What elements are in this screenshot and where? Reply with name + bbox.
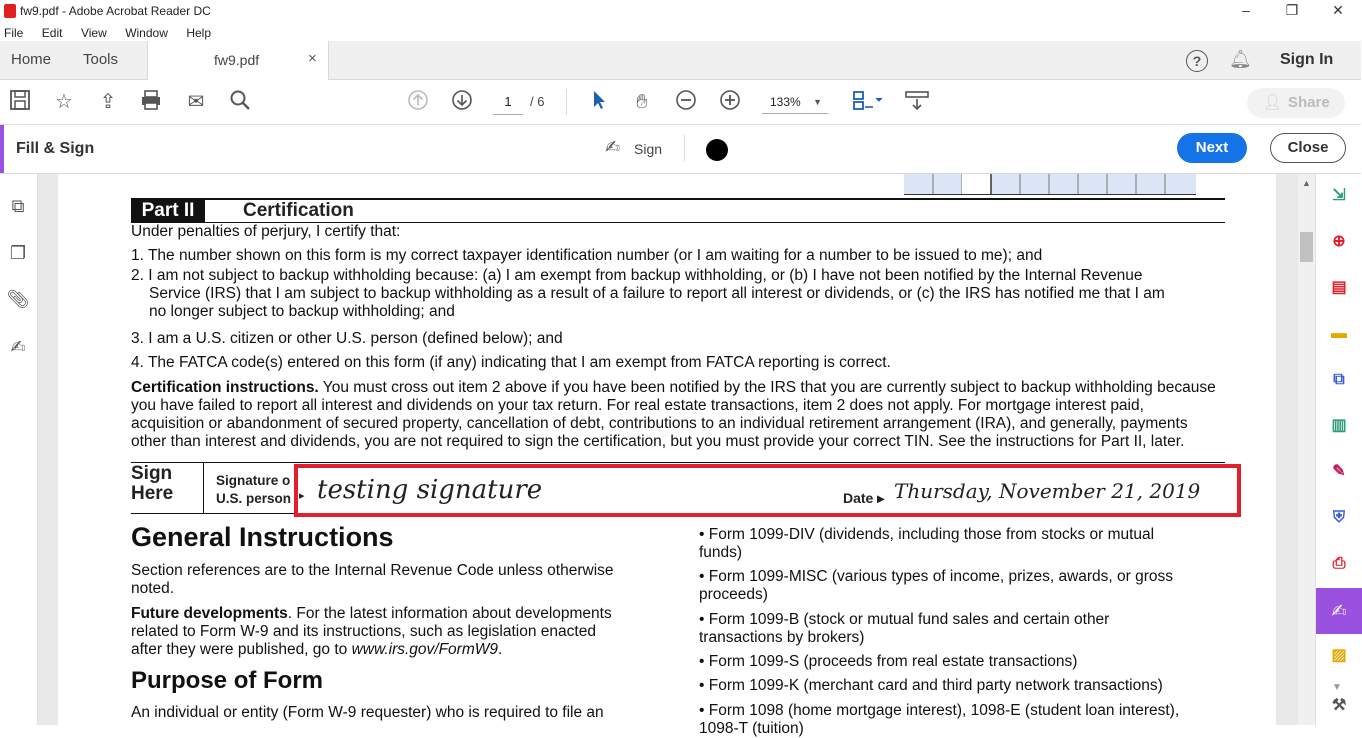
scroll-up-arrow-icon[interactable]: ▲ (1302, 178, 1311, 188)
future-dev-line3 (131, 641, 502, 659)
cert-instructions-text: You must cross out item 2 above if you have been notified by the IRS that you are currently subject to backup withholding because (322, 379, 1216, 396)
print-icon[interactable] (138, 89, 164, 115)
main-toolbar (0, 80, 1361, 125)
save-icon[interactable] (7, 89, 33, 115)
sign-divider (203, 463, 204, 513)
gi-para-line2: noted. (131, 580, 175, 597)
bell-icon[interactable]: 🔔︎ (1229, 49, 1252, 69)
comment-icon[interactable]: ▬ (1331, 325, 1347, 342)
minimize-button[interactable]: – (1242, 2, 1250, 18)
tab-tools[interactable]: Tools (83, 51, 119, 68)
help-icon[interactable]: ? (1186, 50, 1208, 72)
organize-pages-icon[interactable]: ▥ (1331, 417, 1347, 434)
cert-instructions-line4: other than interest and dividends, you are not required to sign the certification, but you must provide your correct TIN. See the instructions for Part II, later. (131, 433, 1185, 450)
combine-files-icon[interactable]: ⧉ (1333, 371, 1345, 388)
form-1099-b-line1: • Form 1099-B (stock or mutual fund sales and certain other (699, 611, 1110, 628)
purpose-of-form-title: Purpose of Form (131, 667, 324, 694)
title-bar (0, 0, 1361, 22)
window-title: fw9.pdf - Adobe Acrobat Reader DC (20, 4, 211, 18)
fill-sign-bar (0, 125, 1361, 174)
copy-pages-icon[interactable]: ❐ (9, 243, 27, 263)
fit-page-icon[interactable] (850, 89, 886, 115)
upload-cloud-icon[interactable]: ⇪ (99, 91, 117, 113)
mail-icon[interactable]: ✉ (187, 91, 205, 113)
cert-item-2-line3: no longer subject to backup withholding; and (149, 303, 455, 320)
page-thumbnails-icon[interactable]: ⧉ (11, 196, 25, 216)
purpose-para-line1: An individual or entity (Form W-9 requester) who is required to file an (131, 704, 604, 721)
future-dev-bold: Future developments (131, 605, 288, 622)
send-for-signature-icon[interactable]: ▨ (1331, 647, 1347, 664)
cert-instructions-line1 (131, 379, 1216, 397)
sign-label-line2: Here (131, 483, 174, 504)
highlight-box (294, 464, 1241, 517)
menu-file[interactable]: File (4, 26, 24, 40)
zoom-out-icon[interactable] (673, 89, 699, 115)
protect-icon[interactable]: ⛨ (1332, 509, 1345, 526)
export-pdf-icon[interactable]: ⇲ (1332, 187, 1346, 204)
wrench-tools-icon[interactable]: ⚒ (1331, 697, 1347, 714)
tin-boxes (904, 174, 1196, 195)
tab-close-icon[interactable]: × (308, 50, 317, 67)
share-button[interactable] (1247, 88, 1345, 118)
future-dev-line1 (131, 605, 612, 623)
next-button[interactable]: Next (1177, 133, 1247, 163)
fill-sign-active-icon: ✍︎ (1331, 601, 1347, 621)
right-tools-rail (1315, 174, 1362, 725)
form-1099-b-line2: transactions by brokers) (699, 629, 865, 646)
zoom-search-icon[interactable] (227, 89, 253, 115)
form-1098-line1: • Form 1098 (home mortgage interest), 1098-E (student loan interest), (699, 702, 1180, 719)
cert-item-1: 1. The number shown on this form is my correct taxpayer identification number (or I am waiting for a number to be issued to me); and (131, 247, 1043, 264)
zoom-value: 133% (770, 95, 801, 109)
cert-item-4: 4. The FATCA code(s) entered on this form (if any) indicating that I am exempt from FATCA reporting is correct. (131, 354, 891, 371)
create-pdf-icon[interactable]: ⊕ (1332, 233, 1346, 250)
cert-item-2-line1: 2. I am not subject to backup withholding because: (a) I am exempt from backup withholding, or (b) I have not been notified by the Internal Revenue (131, 267, 1143, 284)
future-dev-text: . For the latest information about developments (287, 605, 612, 622)
future-dev-pre: after they were published, go to (131, 641, 352, 658)
share-label: Share (1288, 94, 1330, 111)
pdf-file-icon[interactable]: ⎙ (1332, 555, 1346, 572)
sign-in-button[interactable]: Sign In (1280, 51, 1334, 68)
toolbar-divider (566, 89, 567, 115)
perjury-intro: Under penalties of perjury, I certify that: (131, 223, 401, 240)
gi-para-line1: Section references are to the Internal Revenue Code unless otherwise (131, 562, 614, 579)
irs-link[interactable]: www.irs.gov/FormW9 (351, 641, 498, 658)
cert-item-2-line2: Service (IRS) that I am subject to backup withholding as a result of a failure to report all interest or dividends, or (c) the IRS has notified me that I am (149, 285, 1165, 302)
vertical-scrollbar[interactable] (1298, 174, 1315, 725)
menu-window[interactable]: Window (125, 26, 168, 40)
fill-sign-title: Fill & Sign (16, 140, 95, 157)
tab-file[interactable] (147, 41, 329, 80)
edit-pdf-icon[interactable]: ▤ (1331, 279, 1347, 296)
form-1099-k: • Form 1099-K (merchant card and third party network transactions) (699, 677, 1163, 694)
scroll-mode-icon[interactable] (904, 89, 930, 115)
scroll-thumb[interactable] (1300, 232, 1313, 262)
form-1099-s: • Form 1099-S (proceeds from real estate transactions) (699, 653, 1078, 670)
expand-arrow-icon[interactable]: ▼ (1332, 682, 1342, 693)
date-label: Date ▸ (843, 490, 885, 506)
general-instructions-title: General Instructions (131, 522, 394, 552)
star-icon[interactable]: ☆ (55, 91, 73, 113)
cert-instructions-line2: you have failed to report all interest and dividends on your tax return. For real estate transactions, item 2 does not apply. For mortgage interest paid, (131, 397, 1144, 414)
color-picker-swatch[interactable] (706, 139, 728, 161)
cert-instructions-line3: acquisition or abandonment of secured property, cancellation of debt, contributions to an individual retirement arrangement (IRA), and generally, payments (131, 415, 1188, 432)
part-title: Certification (243, 200, 354, 221)
page-total: / 6 (530, 94, 545, 109)
date-field[interactable]: Thursday, November 21, 2019 (894, 479, 1201, 503)
form-1099-misc-line2: proceeds) (699, 586, 768, 603)
menu-edit[interactable]: Edit (41, 26, 63, 40)
future-dev-line2: related to Form W-9 and its instructions, such as legislation enacted (131, 623, 596, 640)
fill-sign-divider (684, 135, 685, 161)
signature-of-line2: U.S. person (216, 491, 292, 506)
page-number-input[interactable]: 1 (493, 92, 523, 115)
menu-view[interactable]: View (80, 26, 107, 40)
sign-label: Sign (634, 141, 663, 157)
attachment-icon[interactable]: 📎︎ (6, 289, 30, 309)
pdf-page (58, 174, 1276, 737)
arrow-right-icon: ▸ (299, 490, 305, 502)
fill-sign-active-tool[interactable] (1316, 588, 1362, 634)
form-1099-div-line1: • Form 1099-DIV (dividends, including those from stocks or mutual (699, 526, 1155, 543)
cert-item-3: 3. I am a U.S. citizen or other U.S. person (defined below); and (131, 330, 563, 347)
close-window-button[interactable]: ✕ (1332, 2, 1344, 18)
menu-help[interactable]: Help (186, 26, 212, 40)
document-viewport[interactable] (38, 174, 1298, 737)
part-ii-header (131, 198, 1225, 223)
fill-sign-accent (0, 125, 4, 173)
fill-sign-tool-icon[interactable]: ✎ (1332, 463, 1346, 480)
zoom-in-icon[interactable] (717, 89, 743, 115)
part-label: Part II (131, 200, 205, 222)
signature-panel-icon[interactable]: ✍︎ (10, 337, 26, 357)
sign-tool-button[interactable] (605, 137, 665, 161)
form-1098-line2: 1098-T (tuition) (699, 720, 804, 737)
left-navigation-rail (0, 174, 38, 725)
chevron-down-icon: ▼ (813, 97, 822, 107)
sign-label-line1: Sign (131, 463, 173, 484)
page-up-icon[interactable] (405, 89, 431, 115)
cert-instructions-bold: Certification instructions. (131, 379, 319, 396)
maximize-button[interactable]: ❐ (1285, 2, 1299, 18)
select-cursor-icon[interactable] (586, 89, 612, 115)
zoom-select[interactable] (762, 91, 828, 114)
close-fill-sign-button[interactable]: Close (1270, 133, 1346, 163)
signature-field[interactable]: testing signature (317, 475, 543, 505)
add-user-icon: 👤︎ (1263, 94, 1283, 111)
pen-sign-icon: ✍︎ (605, 137, 621, 157)
form-1099-misc-line1: • Form 1099-MISC (various types of income, prizes, awards, or gross (699, 568, 1174, 585)
signature-of-line1: Signature o (216, 473, 291, 488)
tab-home[interactable]: Home (11, 51, 52, 68)
acrobat-app-icon (4, 4, 16, 18)
tab-file-label: fw9.pdf (214, 52, 260, 68)
form-1099-div-line2: funds) (699, 544, 743, 561)
menu-bar (0, 22, 1361, 41)
page-down-icon[interactable] (449, 89, 475, 115)
hand-tool-icon[interactable]: ✋︎ (636, 91, 648, 113)
future-dev-post: . (498, 641, 503, 658)
